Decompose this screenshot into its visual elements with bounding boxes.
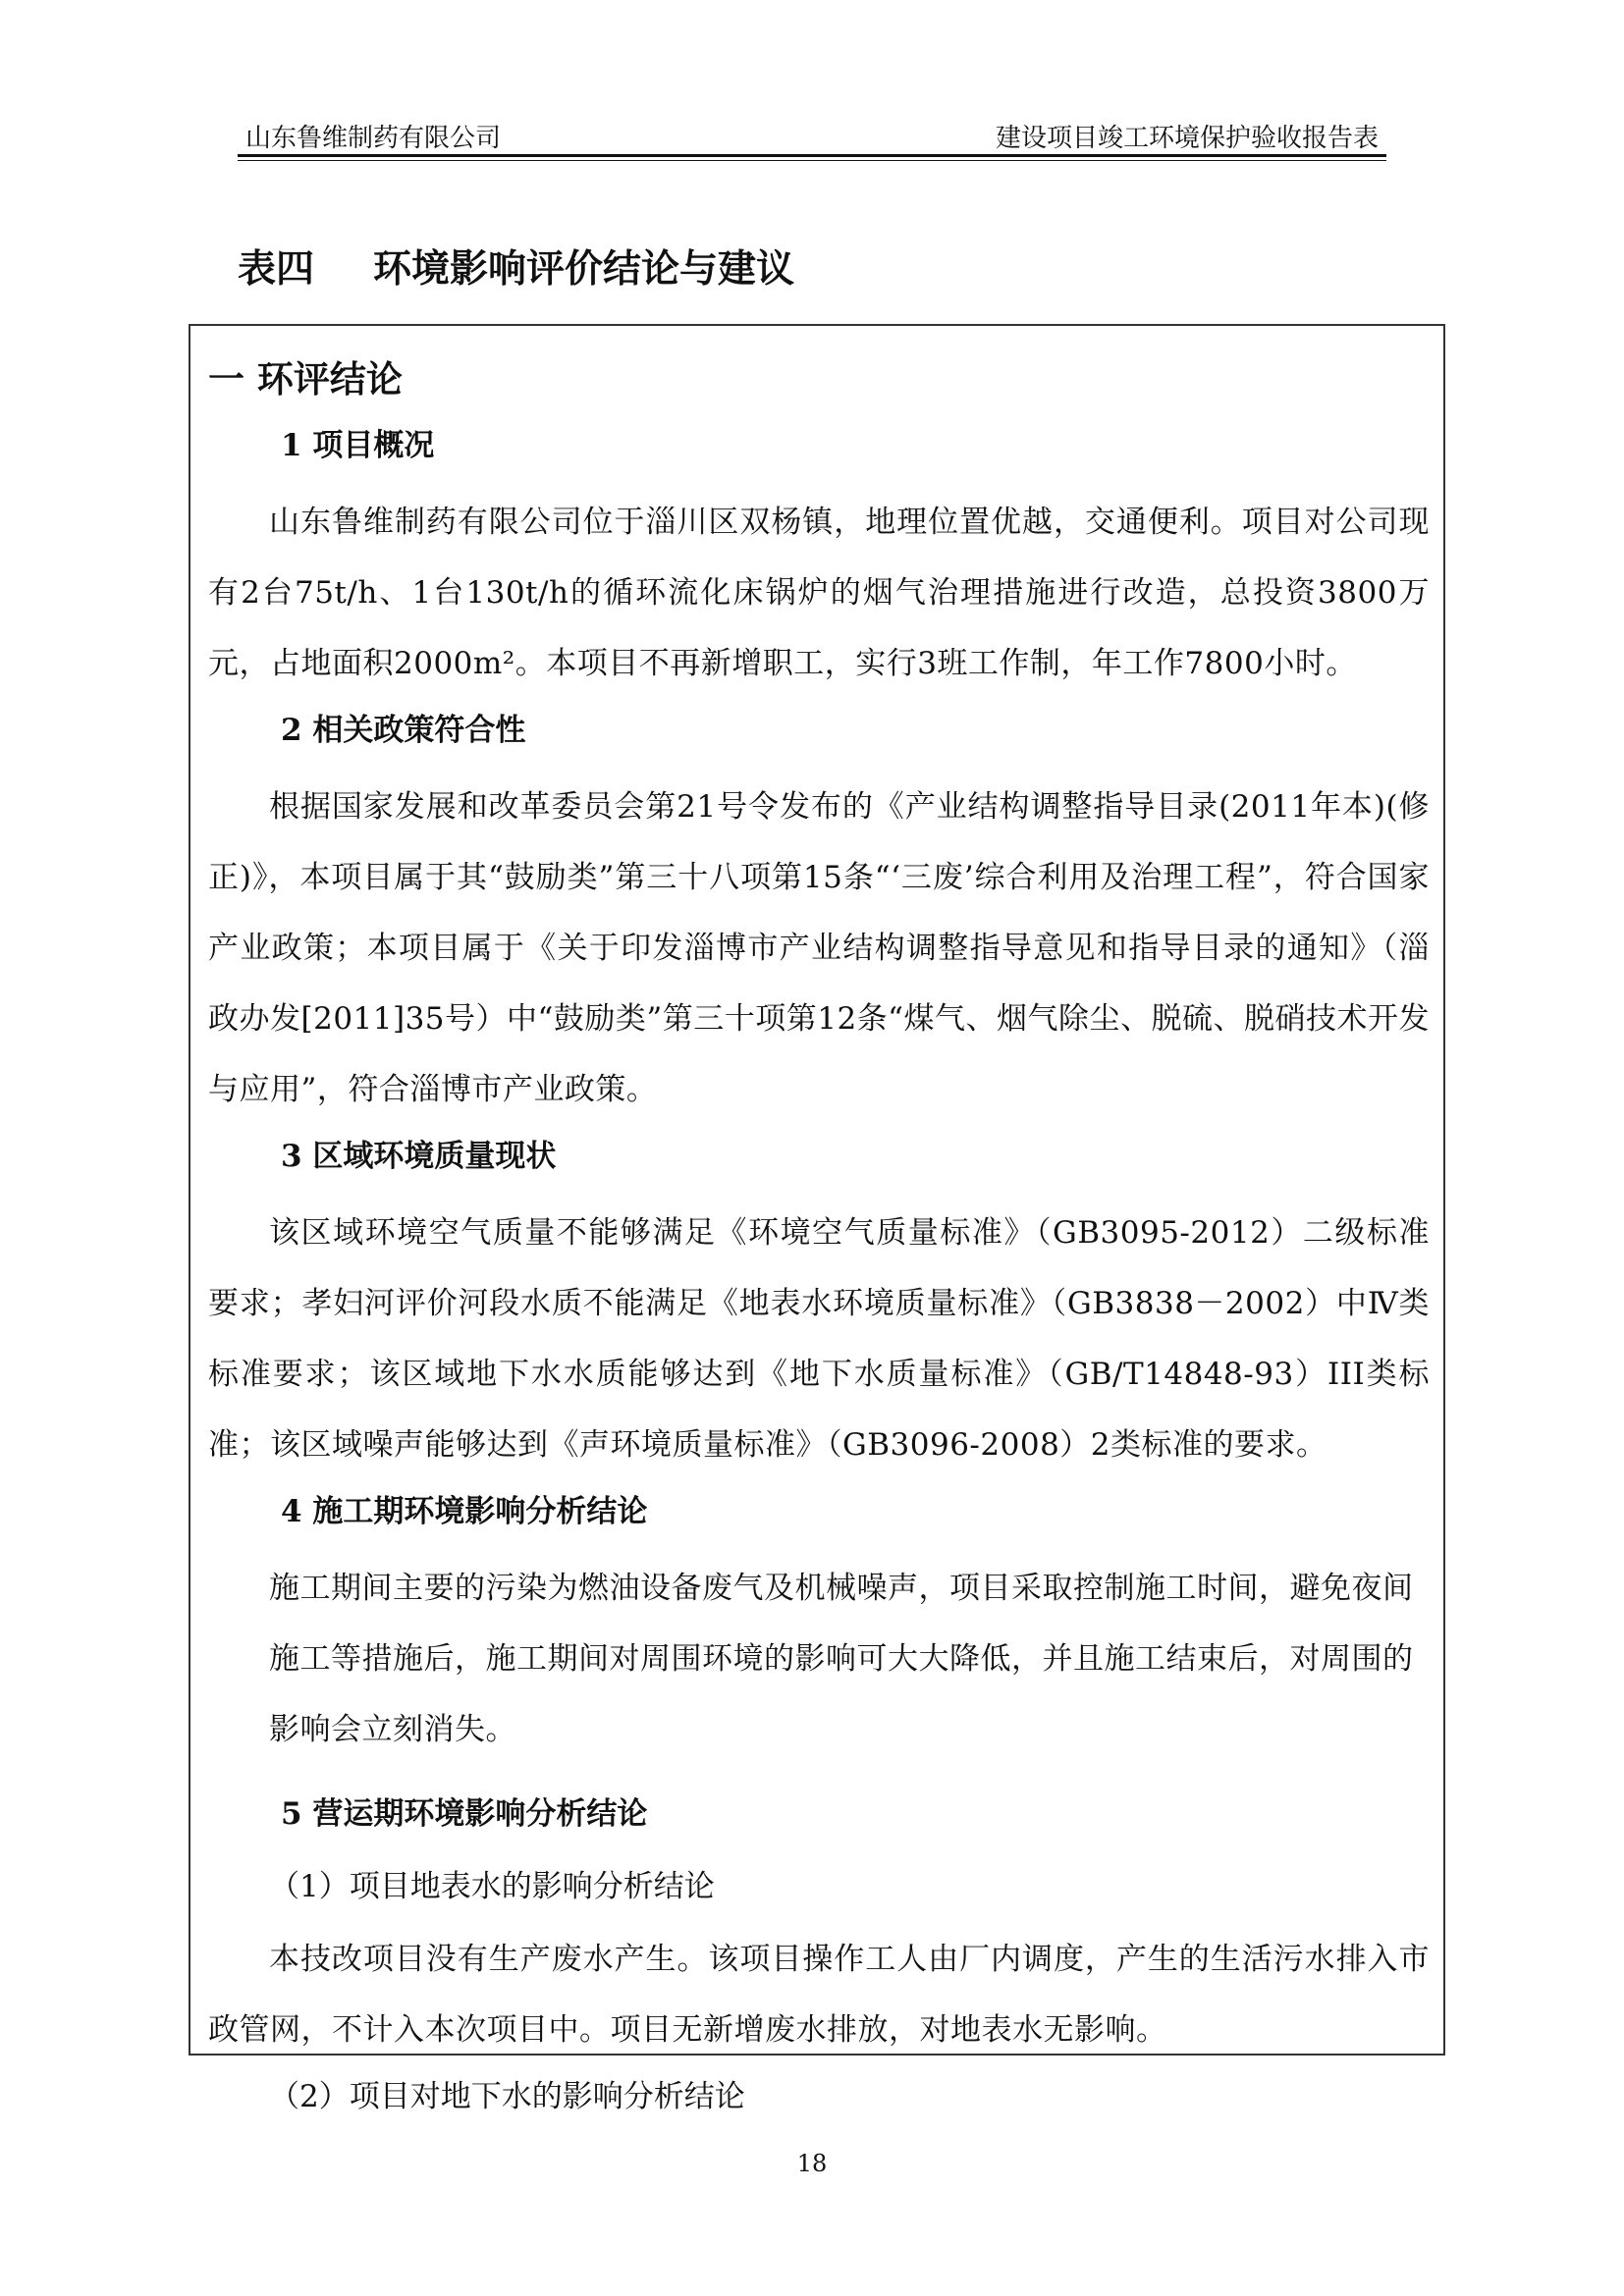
item-2-label: （2）项目对地下水的影响分析结论	[269, 2079, 745, 2114]
subsection-3-heading: 3 区域环境质量现状	[281, 1139, 557, 1174]
item-1-label: （1）项目地表水的影响分析结论	[269, 1869, 715, 1904]
content-box	[189, 324, 1445, 2114]
subsection-2-heading: 2 相关政策符合性	[281, 713, 526, 748]
subsection-5-heading: 5 营运期环境影响分析结论	[281, 1796, 648, 1832]
header-rule-thin	[238, 160, 1386, 161]
header-company: 山东鲁维制药有限公司	[245, 124, 502, 153]
table-title	[238, 239, 794, 294]
item-1-paragraph: 本技改项目没有生产废水产生。该项目操作工人由厂内调度，产生的生活污水排入市政管网，不计入本次项目中。项目无新增废水排放，对地表水无影响。	[208, 1942, 1430, 2048]
section-heading: 一 环评结论	[208, 358, 403, 400]
subsection-1-paragraph: 山东鲁维制药有限公司位于淄川区双杨镇，地理位置优越，交通便利。项目对公司现有2台75t/h、1台130t/h的循环流化床锅炉的烟气治理措施进行改造，总投资3800万元，占地面积2000m²。本项目不再新增职工，实行3班工作制，年工作7800小时。	[208, 505, 1430, 681]
subsection-3-paragraph: 该区域环境空气质量不能够满足《环境空气质量标准》（GB3095-2012）二级标准要求；孝妇河评价河段水质不能满足《地表水环境质量标准》（GB3838－2002）中Ⅳ类标准要求；该区域地下水水质能够达到《地下水质量标准》（GB/T14848-93）III类标准；该区域噪声能够达到《声环境质量标准》（GB3096-2008）2类标准的要求。	[208, 1215, 1430, 1463]
page-number: 18	[796, 2150, 828, 2177]
subsection-2-paragraph: 根据国家发展和改革委员会第21号令发布的《产业结构调整指导目录(2011年本)(修正)》，本项目属于其“鼓励类”第三十八项第15条“‘三废’综合利用及治理工程”，符合国家产业政策；本项目属于《关于印发淄博市产业结构调整指导意见和指导目录的通知》（淄政办发[2011]35号）中“鼓励类”第三十项第12条“煤气、烟气除尘、脱硫、脱硝技术开发与应用”，符合淄博市产业政策。	[208, 789, 1431, 1107]
subsection-1-heading: 1 项目概况	[281, 428, 435, 463]
subsection-4-heading: 4 施工期环境影响分析结论	[281, 1494, 648, 1529]
table-number: 表四	[238, 247, 315, 292]
table-title-text: 环境影响评价结论与建议	[373, 247, 795, 292]
content	[208, 346, 1430, 2134]
header-rule-thick	[238, 154, 1386, 157]
header-report-type: 建设项目竣工环境保护验收报告表	[995, 124, 1379, 153]
subsection-4-paragraph: 施工期间主要的污染为燃油设备废气及机械噪声，项目采取控制施工时间，避免夜间施工等措施后，施工期间对周围环境的影响可大大降低，并且施工结束后，对周围的影响会立刻消失。	[269, 1571, 1414, 1747]
spacer	[208, 1765, 1430, 1783]
